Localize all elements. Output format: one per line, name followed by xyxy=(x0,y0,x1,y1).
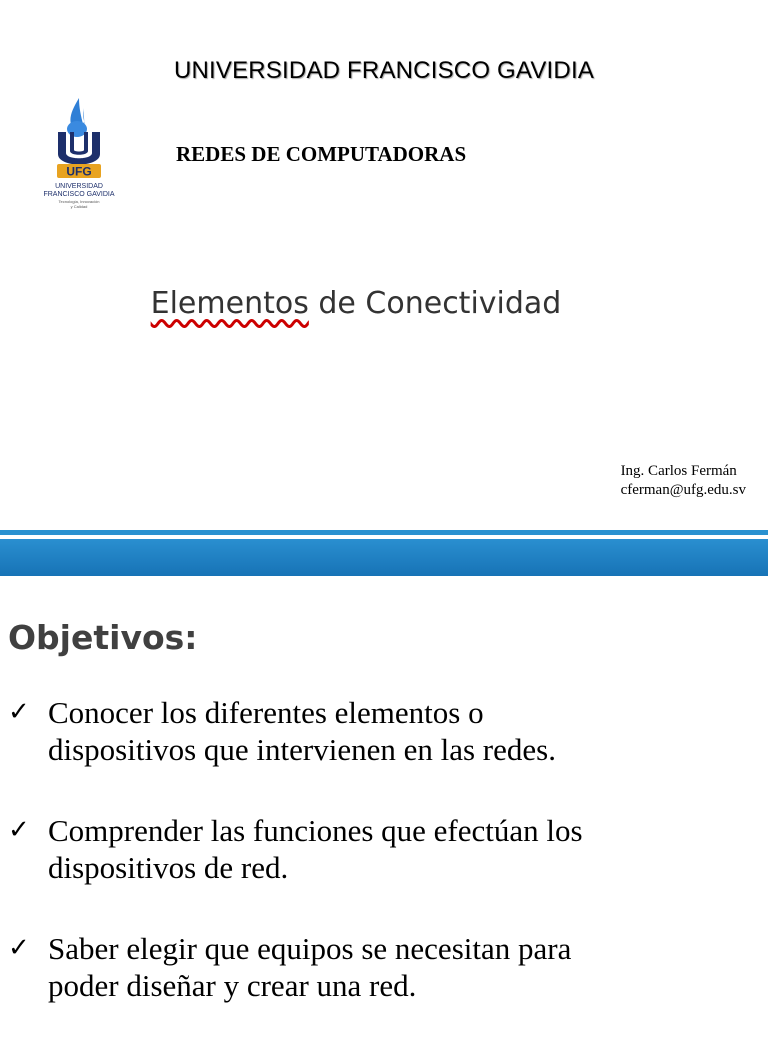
objectives-title: Objetivos: xyxy=(8,618,198,657)
slide-title xyxy=(0,286,712,321)
course-name: REDES DE COMPUTADORAS xyxy=(176,142,467,166)
objective-line: Saber elegir que equipos se necesitan para xyxy=(48,931,572,966)
svg-text:UNIVERSIDAD: UNIVERSIDAD xyxy=(55,183,103,190)
ufg-logo xyxy=(24,96,134,216)
author-block xyxy=(621,462,746,500)
svg-text:y Calidad: y Calidad xyxy=(70,204,88,209)
check-icon: ✓ xyxy=(8,933,30,963)
svg-text:Tecnología, Innovación: Tecnología, Innovación xyxy=(58,199,100,204)
objectives-slide xyxy=(0,576,768,1024)
objective-item xyxy=(8,930,748,1004)
svg-text:FRANCISCO GAVIDIA: FRANCISCO GAVIDIA xyxy=(43,191,115,198)
check-icon: ✓ xyxy=(8,697,30,727)
objective-line: dispositivos de red. xyxy=(48,850,289,885)
author-email: cferman@ufg.edu.sv xyxy=(620,482,746,498)
title-rest: de Conectividad xyxy=(308,286,562,321)
objective-item xyxy=(8,694,748,768)
check-icon: ✓ xyxy=(8,815,30,845)
divider-line xyxy=(0,530,768,535)
objective-item xyxy=(8,812,748,886)
objective-line: poder diseñar y crear una red. xyxy=(48,968,417,1003)
divider-band xyxy=(0,539,768,576)
objectives-list xyxy=(8,694,748,1048)
author-name: Ing. Carlos Fermán xyxy=(620,463,737,479)
title-word-elementos: Elementos xyxy=(150,286,309,321)
objective-line: dispositivos que intervienen en las redes. xyxy=(48,732,556,767)
university-name: UNIVERSIDAD FRANCISCO GAVIDIA xyxy=(173,57,595,84)
objective-line: Conocer los diferentes elementos o xyxy=(48,695,484,730)
objective-line: Comprender las funciones que efectúan los xyxy=(48,813,583,848)
logo-ufg-text: UFG xyxy=(66,164,92,179)
